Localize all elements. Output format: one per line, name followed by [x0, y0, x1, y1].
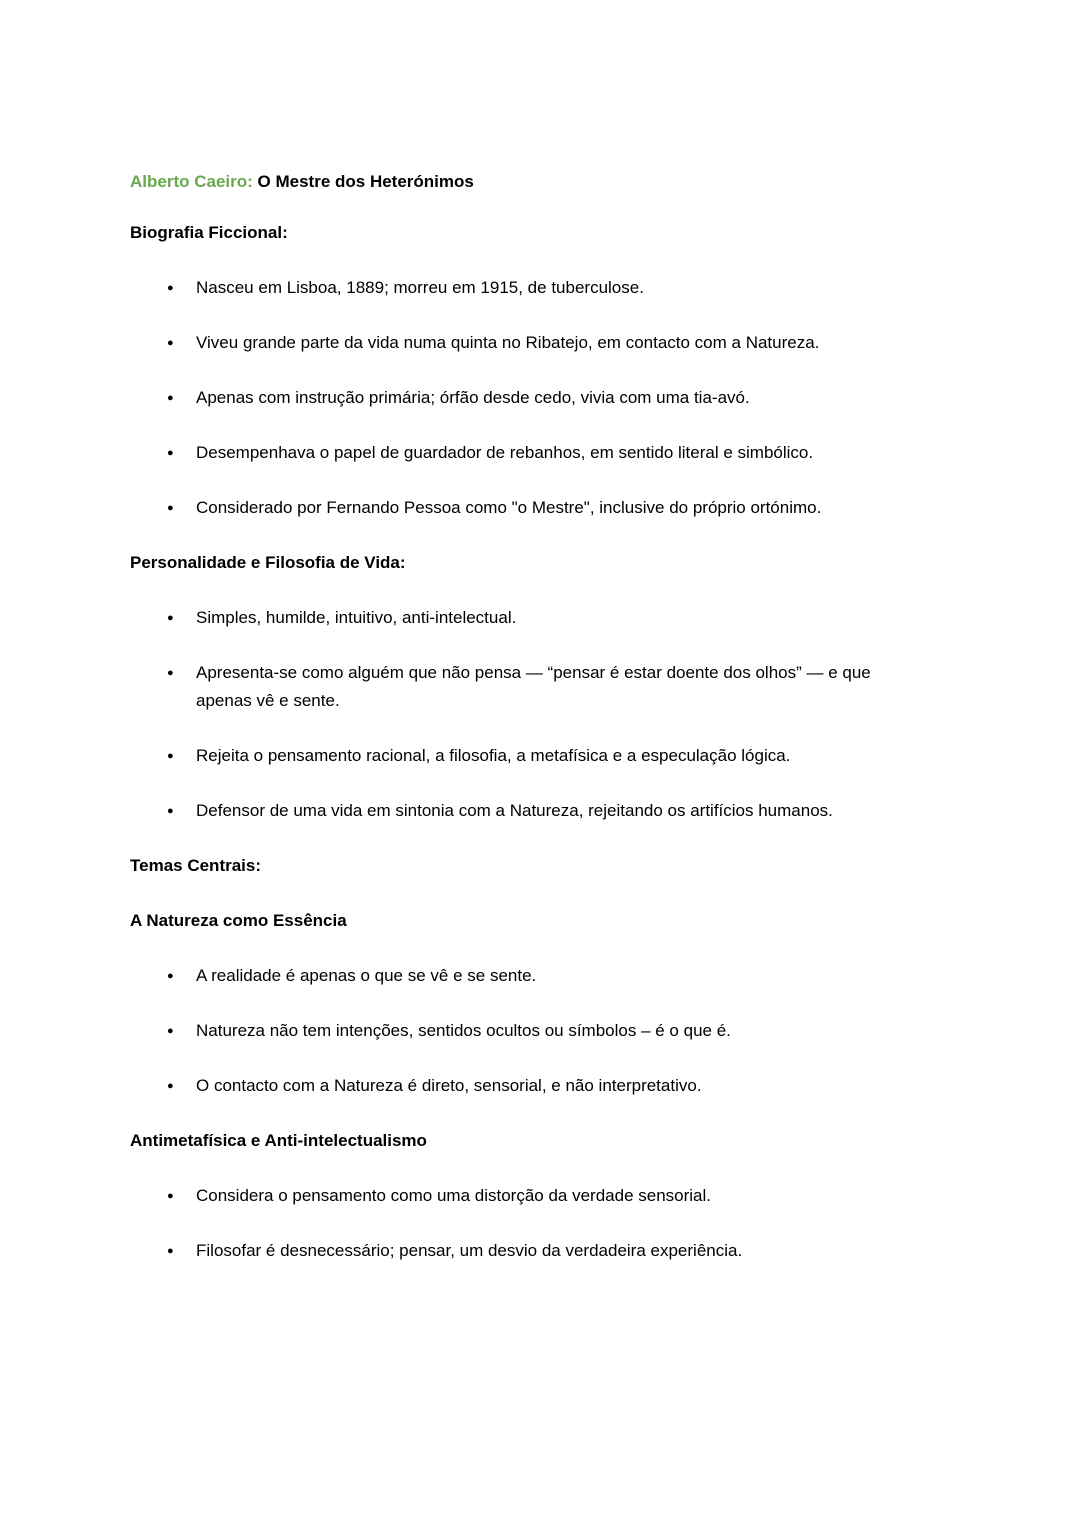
bullet-item: ● Nasceu em Lisboa, 1889; morreu em 1915, de tuberculose. [196, 274, 912, 302]
section-heading: Antimetafísica e Anti-intelectualismo [130, 1131, 427, 1150]
document-body [130, 219, 912, 1265]
section-heading: Personalidade e Filosofia de Vida: [130, 553, 406, 572]
bullet-item: ● Apresenta-se como alguém que não pensa — “pensar é estar doente dos olhos” — e que apenas vê e sente. [196, 659, 912, 715]
bullet-list [130, 962, 912, 1100]
bullet-item: ● Viveu grande parte da vida numa quinta no Ribatejo, em contacto com a Natureza. [196, 329, 912, 357]
bullet-item: ● O contacto com a Natureza é direto, sensorial, e não interpretativo. [196, 1072, 912, 1100]
bullet-list [130, 274, 912, 522]
section-heading: Biografia Ficcional: [130, 223, 288, 242]
title-rest: O Mestre dos Heterónimos [252, 172, 474, 191]
document-content [130, 168, 912, 1265]
bullet-item: ● Simples, humilde, intuitivo, anti-intelectual. [196, 604, 912, 632]
bullet-item: ● Considera o pensamento como uma distorção da verdade sensorial. [196, 1182, 912, 1210]
title-highlight: Alberto Caeiro: [130, 172, 253, 191]
section-heading: Temas Centrais: [130, 856, 262, 875]
document-title [130, 168, 912, 196]
bullet-item: ● Defensor de uma vida em sintonia com a Natureza, rejeitando os artifícios humanos. [196, 797, 912, 825]
bullet-item: ● Desempenhava o papel de guardador de rebanhos, em sentido literal e simbólico. [196, 439, 912, 467]
section-heading: A Natureza como Essência [130, 911, 347, 930]
bullet-item: ● Considerado por Fernando Pessoa como "o Mestre", inclusive do próprio ortónimo. [196, 494, 912, 522]
bullet-item: ● Apenas com instrução primária; órfão desde cedo, vivia com uma tia-avó. [196, 384, 912, 412]
bullet-item: ● Rejeita o pensamento racional, a filosofia, a metafísica e a especulação lógica. [196, 742, 912, 770]
bullet-item: ● Natureza não tem intenções, sentidos ocultos ou símbolos – é o que é. [196, 1017, 912, 1045]
bullet-item: ● Filosofar é desnecessário; pensar, um desvio da verdadeira experiência. [196, 1237, 912, 1265]
bullet-item: ● A realidade é apenas o que se vê e se sente. [196, 962, 912, 990]
bullet-list [130, 604, 912, 825]
bullet-list [130, 1182, 912, 1265]
